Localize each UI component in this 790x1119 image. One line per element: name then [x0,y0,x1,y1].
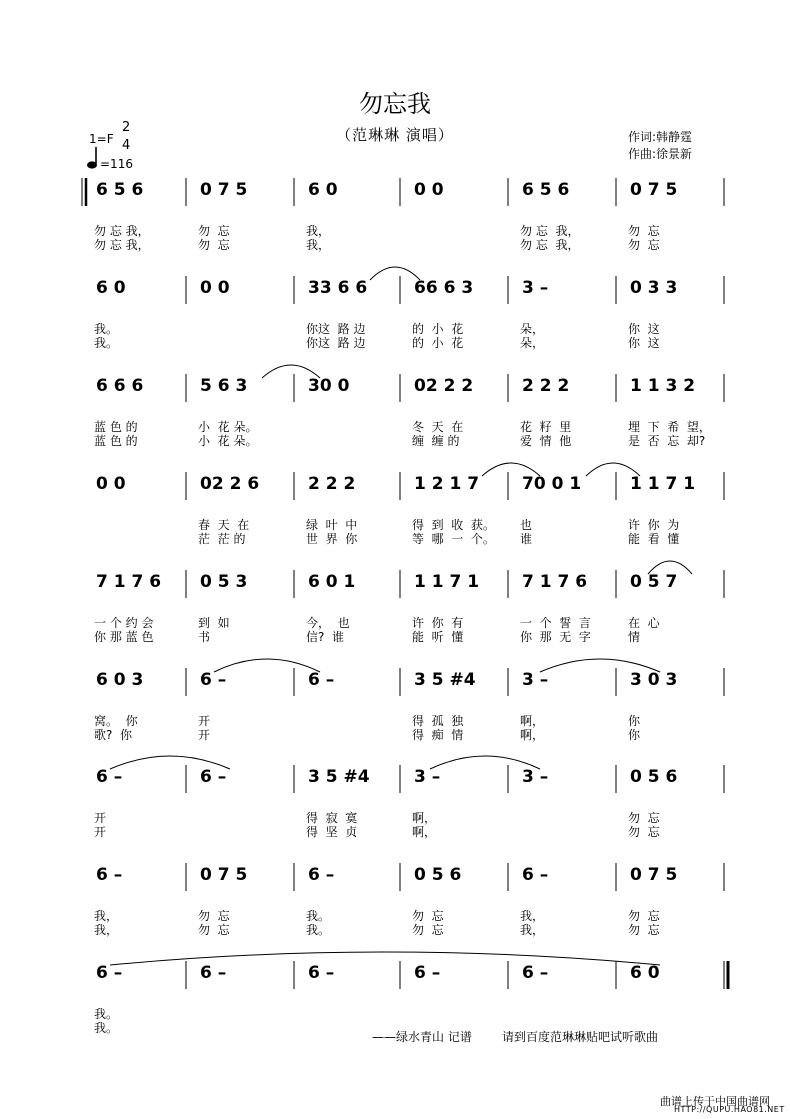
lyric-verse-2: 信? 谁 [306,630,344,644]
lyric-verse-2: 勿 忘 [628,825,660,839]
lyric-verse-2: 得 坚 贞 [306,825,358,839]
slur [110,952,660,965]
measure-notes: 3 – [522,278,549,298]
lyric-verse-1: 啊， [520,714,545,728]
watermark-text: 曲谱上传于中国曲谱网 [660,1095,770,1108]
lyric-verse-1: 勿 忘 我， [94,224,150,238]
lyric-verse-2: 我， [520,923,545,937]
measure-notes: 6 – [200,963,227,983]
lyric-verse-1: 朵， [520,322,545,336]
lyric-verse-1: 窝。 你 [94,714,138,728]
lyric-verse-2: 你 那 蓝 色 [94,630,154,644]
lyric-verse-1: 开 [198,714,211,728]
lyric-verse-2: 啊， [520,728,545,742]
measure-notes: 3 0 3 [630,670,678,690]
lyric-verse-1: 我。 [94,322,119,336]
composer-credit: 作曲:徐景新 [628,147,693,161]
lyric-verse-1: 你这 路 边 [306,322,366,336]
lyric-verse-1: 一 个 约 会 [94,616,154,630]
lyric-verse-1: 你 这 [628,322,660,336]
slur [214,659,320,672]
lyric-verse-2: 等 哪 一 个。 [412,532,495,546]
measure-notes: 2 2 2 [522,376,570,396]
lyric-verse-1: 勿 忘 我， [520,224,580,238]
lyric-verse-1: 你 [628,714,641,728]
lyric-verse-1: 勿 忘 [412,909,444,923]
lyric-verse-2: 茫 茫 的 [198,532,246,546]
measure-notes: 7 1 7 6 [96,572,162,592]
measure-notes: 5 6 3 [200,376,248,396]
lyric-verse-1: 春 天 在 [198,518,250,532]
lyric-verse-1: 我， [520,909,545,923]
lyric-verse-2: 你 这 [628,336,660,350]
measure-notes: 6 – [522,963,549,983]
measure-notes: 1 1 7 1 [414,572,480,592]
lyric-verse-2: 勿 忘 [628,923,660,937]
measure-notes: 3 5 #4 [308,767,370,787]
measure-notes: 0 0 [96,474,126,494]
lyric-verse-1: 勿 忘 [628,909,660,923]
lyric-verse-1: 得 孤 独 [412,714,464,728]
lyric-verse-1: 得 寂 寞 [306,811,358,825]
measure-notes: 0 5 6 [630,767,678,787]
listen-note: 请到百度范琳琳贴吧试听歌曲 [502,1030,659,1044]
lyric-verse-1: 到 如 [198,616,230,630]
measure-notes: 0 7 5 [200,180,248,200]
lyric-verse-1: 勿 忘 [628,224,660,238]
lyric-verse-2: 书 [198,630,211,644]
lyric-verse-2: 勿 忘 我， [94,238,150,252]
lyric-verse-1: 蓝 色 的 [94,420,138,434]
lyric-verse-2: 我， [94,923,119,937]
measure-notes: 6 0 1 [308,572,356,592]
measure-notes: 2 2 2 [308,474,356,494]
measure-notes: 7 1 7 6 [522,572,588,592]
lyric-verse-2: 我。 [94,336,119,350]
measure-notes: 6 – [200,670,227,690]
tempo-marking: =116 [100,157,133,171]
lyric-verse-1: 埋 下 希 望， [628,420,711,434]
lyric-verse-2: 啊， [412,825,437,839]
lyric-verse-1: 也 [520,518,533,532]
measure-notes: 6 0 [308,180,338,200]
lyric-verse-2: 我。 [94,1021,119,1035]
lyric-verse-2: 勿 忘 [628,238,660,252]
lyric-verse-1: 开 [94,811,107,825]
measure-notes: 6 5 6 [522,180,570,200]
lyric-verse-2: 勿 忘 我， [520,238,580,252]
lyric-verse-1: 我， [306,224,331,238]
lyric-verse-2: 缠 缠 的 [412,434,460,448]
lyric-verse-1: 花 籽 里 [520,420,572,434]
lyric-verse-2: 开 [94,825,107,839]
measure-notes: 0 5 3 [200,572,248,592]
measure-notes: 33 6 6 [308,278,368,298]
measure-notes: 0 7 5 [200,865,248,885]
lyric-verse-1: 我。 [94,1007,119,1021]
lyric-verse-2: 小 花 朵。 [198,434,258,448]
measure-notes: 6 – [96,963,123,983]
lyric-verse-1: 勿 忘 [628,811,660,825]
time-signature-bottom: 4 [122,138,131,153]
lyric-verse-2: 你这 路 边 [306,336,366,350]
measure-notes: 3 – [414,767,441,787]
measure-notes: 6 – [308,963,335,983]
lyric-verse-1: 冬 天 在 [412,420,464,434]
song-title: 勿忘我 [359,90,431,118]
lyric-verse-1: 我。 [306,909,331,923]
measure-notes: 30 0 [308,376,350,396]
measure-notes: 0 5 6 [414,865,462,885]
lyric-verse-1: 许 你 有 [412,616,464,630]
lyric-verse-2: 能 听 懂 [412,630,464,644]
lyric-verse-1: 一 个 誓 言 [520,616,591,630]
lyric-verse-1: 在 心 [628,616,660,630]
lyricist-credit: 作词:韩静霆 [628,130,693,144]
measure-notes: 6 – [308,670,335,690]
lyric-verse-2: 爱 情 他 [520,434,572,448]
measure-notes: 0 3 3 [630,278,678,298]
measure-notes: 0 7 5 [630,865,678,885]
lyric-verse-2: 开 [198,728,211,742]
measure-notes: 6 0 [96,278,126,298]
lyric-verse-2: 你 那 无 字 [520,630,591,644]
lyric-verse-2: 歌? 你 [94,728,132,742]
lyric-verse-2: 谁 [520,532,533,546]
lyric-verse-1: 绿 叶 中 [306,518,358,532]
measure-notes: 6 – [96,865,123,885]
measure-notes: 6 – [96,767,123,787]
measure-notes: 70 0 1 [522,474,582,494]
measure-notes: 3 5 #4 [414,670,476,690]
lyric-verse-2: 勿 忘 [198,923,230,937]
lyric-verse-1: 勿 忘 [198,224,230,238]
lyric-verse-1: 得 到 收 获。 [412,518,495,532]
measure-notes: 6 6 6 [96,376,144,396]
measure-notes: 3 – [522,767,549,787]
measure-notes: 0 5 7 [630,572,678,592]
lyric-verse-1: 啊， [412,811,437,825]
lyric-verse-2: 的 小 花 [412,336,464,350]
lyric-verse-2: 得 痴 情 [412,728,464,742]
transcriber-credit: ——绿水青山 记谱 [372,1030,472,1044]
lyric-verse-1: 勿 忘 [198,909,230,923]
key-signature: 1=F [89,132,114,146]
lyric-verse-1: 今， 也 [306,616,350,630]
lyric-verse-2: 勿 忘 [198,238,230,252]
lyric-verse-1: 许 你 为 [628,518,680,532]
measure-notes: 1 2 1 7 [414,474,480,494]
measure-notes: 02 2 2 [414,376,474,396]
measure-notes: 02 2 6 [200,474,260,494]
lyric-verse-2: 是 否 忘 却? [628,434,706,448]
measure-notes: 1 1 7 1 [630,474,696,494]
lyric-verse-2: 蓝 色 的 [94,434,138,448]
lyric-verse-1: 的 小 花 [412,322,464,336]
measure-notes: 0 0 [200,278,230,298]
slur [370,267,420,280]
measure-notes: 6 0 [630,963,660,983]
lyric-verse-2: 能 看 懂 [628,532,680,546]
lyric-verse-2: 我。 [306,923,331,937]
measure-notes: 1 1 3 2 [630,376,696,396]
lyric-verse-1: 我， [94,909,119,923]
measure-notes: 6 5 6 [96,180,144,200]
measure-notes: 66 6 3 [414,278,474,298]
lyric-verse-2: 朵， [520,336,545,350]
lyric-verse-2: 情 [628,630,641,644]
measure-notes: 6 – [308,865,335,885]
measure-notes: 6 0 3 [96,670,144,690]
lyric-verse-2: 世 界 你 [306,532,358,546]
watermark-url: HTTP://QUPU.HAO81.NET [674,1105,785,1114]
measure-notes: 0 7 5 [630,180,678,200]
measure-notes: 6 – [522,865,549,885]
lyric-verse-2: 你 [628,728,641,742]
lyric-verse-1: 小 花 朵。 [198,420,258,434]
measure-notes: 3 – [522,670,549,690]
lyric-verse-2: 我， [306,238,331,252]
performer-subtitle: （范琳琳 演唱） [336,126,454,144]
measure-notes: 6 – [200,767,227,787]
measure-notes: 6 – [414,963,441,983]
lyric-verse-2: 勿 忘 [412,923,444,937]
time-signature-top: 2 [122,120,131,135]
measure-notes: 0 0 [414,180,444,200]
